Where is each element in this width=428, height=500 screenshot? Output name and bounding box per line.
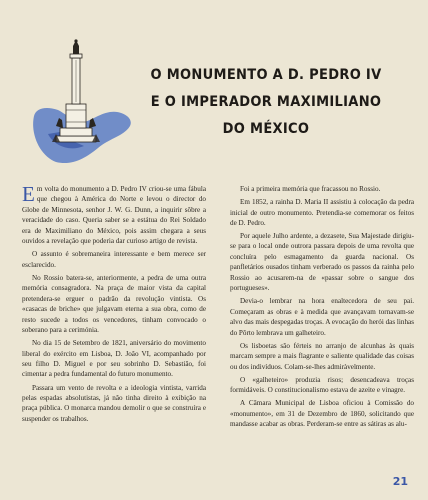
paragraph: Os lisboetas são férteis no arranjo de alcunhas às quais marcam sempre a mais flagrante e saliente qualidade das coisas ou dos indivíduos. Colam-se-lhes admiràvelmente. — [230, 341, 414, 371]
paragraph: O assunto é sobremaneira interessante e bem merece ser esclarecido. — [22, 250, 206, 269]
paragraph: Em volta do monumento a D. Pedro IV criou-se uma fábula que chegou à América do Norte e levou o director do Globe de Minnesota, senhor J. W. G. Dunn, a inquirir sôbre a veracidade do caso. Queria saber se a estátua do Rei Soldado era de Maximiliano do México, pois assim chegara a seus ouvidos a revelação que poderia dar curioso artigo de revista. — [22, 182, 206, 246]
title-line-1: O MONUMENTO A D. PEDRO IV — [150, 67, 382, 83]
left-column — [22, 184, 206, 427]
paragraph: Foi a primeira memória que fracassou no Rossio. — [240, 185, 381, 193]
drop-cap: E — [22, 182, 35, 206]
title-line-2: E O IMPERADOR MAXIMILIANO — [150, 94, 382, 110]
paragraph: Por aquele Julho ardente, a dezasete, Sua Majestade dirigiu-se para o local onde outrora passara depois de uma revolta que concluíra pelo esmagamento da guarda nacional. Os panfletários ousados tinham verberado os passos da rainha pelo Rossio ao acusarem-na de «passar sobre o sangue dos portugueses». — [230, 232, 414, 293]
paragraph: A Câmara Municipal de Lisboa oficiou à Comissão do «monumento», em 31 de Dezembro de 1860, solicitando que mandasse acabar as obras. Perderam-se entre as sátiras as alu- — [230, 399, 414, 429]
right-column — [230, 184, 414, 432]
paragraph: No dia 15 de Setembro de 1821, aniversário do movimento liberal do exército em Lisboa, D. João VI, acompanhado por seu filho D. Miguel e por seu sobrinho D. Sebastião, foi cimentar a pedra fundamental do futuro monumento. — [22, 339, 206, 379]
paragraph: O «galheteiro» produzia risos; desencadeava troças formidáveis. O constitucionalismo estava de azeite e vinagre. — [230, 375, 414, 395]
title-line-3: DO MÉXICO — [222, 121, 310, 137]
paragraph: Devia-o lembrar na hora enaltecedora de seu pai. Começaram as obras e à medida que avançavam tornavam-se alvo das mais despegadas troças. A evocação do herói das linhas do Pôrto lembrava um galheteiro. — [230, 297, 414, 337]
article-title — [130, 62, 402, 143]
page-number: 21 — [392, 475, 408, 488]
monument-column-icon — [26, 38, 136, 168]
paragraph: Em 1852, a rainha D. Maria II assistiu à colocação da pedra inicial de outro monumento. Pretendia-se comemorar os feitos de D. Pedro. — [230, 198, 414, 227]
paragraph: Passara um vento de revolta e a ideologia vintista, varrida pelas espadas absolutistas, já não tinha direito à exibição na praça pública. O monarca mandou demolir o que se construíra e suspender os trabalhos. — [22, 383, 206, 423]
paragraph: No Rossio batera-se, anteriormente, a pedra de uma outra memória consagradora. Na praça de maior vista da capital pretendera-se erguer o padrão da revolução vintista. Os «casacas de briche» que julgavam eterna a sua obra, como de resto sucede a todos os vencedores, tinham convocado o soberano para a cerimónia. — [22, 273, 206, 335]
